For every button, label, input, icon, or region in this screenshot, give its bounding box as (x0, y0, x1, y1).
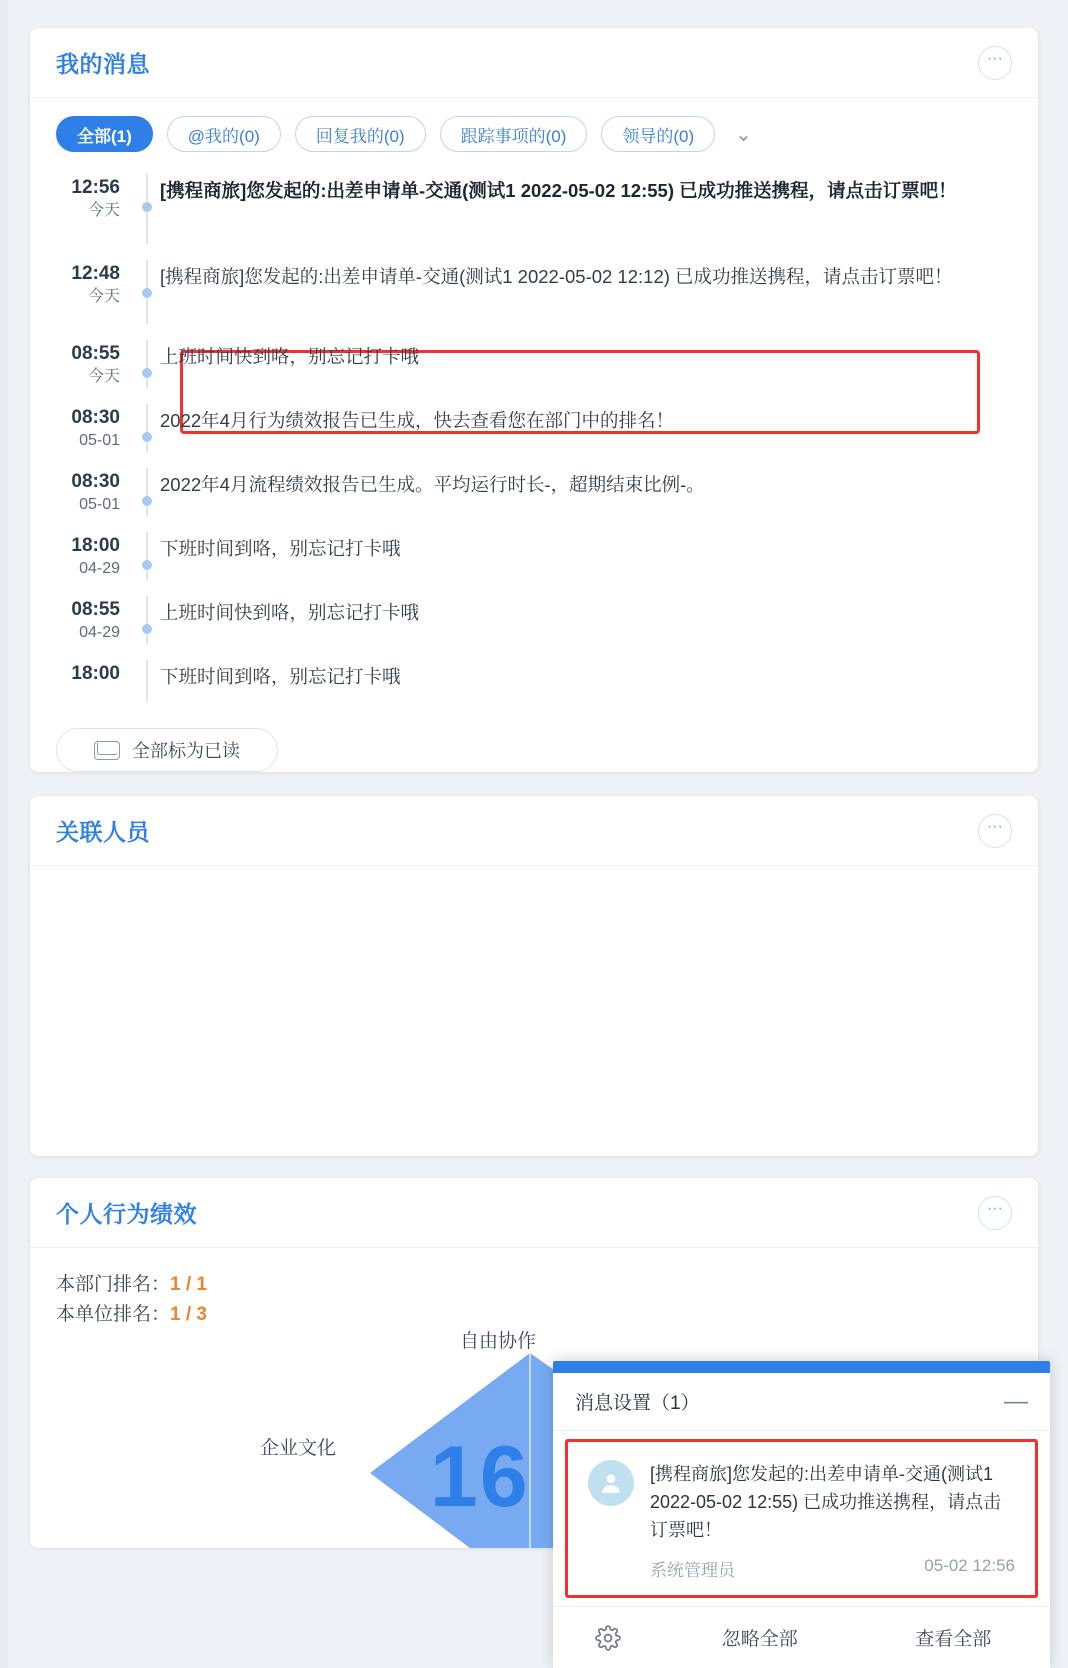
chevron-down-icon[interactable]: ⌄ (735, 123, 752, 146)
notification-meta (650, 1556, 1015, 1581)
personal-performance-title: 个人行为绩效 (56, 1201, 197, 1227)
minimize-icon[interactable]: — (1004, 1387, 1028, 1415)
popup-title: 消息设置（1） (575, 1393, 700, 1414)
popup-accent-bar (553, 1361, 1050, 1373)
my-messages-header (30, 28, 1038, 98)
timeline-rail (134, 340, 160, 388)
message-text: 2022年4月流程绩效报告已生成。平均运行时长-，超期结束比例-。 (160, 474, 705, 495)
timeline-rail (134, 174, 160, 244)
list-item[interactable] (56, 588, 1012, 652)
message-text: 2022年4月行为绩效报告已生成，快去查看您在部门中的排名！ (160, 410, 674, 431)
radar-label-collaboration: 自由协作 (460, 1331, 537, 1352)
gear-icon[interactable] (553, 1625, 663, 1651)
related-persons-card (30, 796, 1038, 1156)
more-options-icon[interactable]: ··· (978, 46, 1012, 80)
department-rank (56, 1270, 1012, 1300)
timeline-dot (142, 624, 152, 634)
mark-all-read-button[interactable] (56, 728, 278, 772)
tab-all[interactable]: 全部(1) (56, 116, 153, 152)
message-timestamp: 08:55 今天 (71, 343, 120, 385)
timeline-rail (134, 596, 160, 644)
notification-text: [携程商旅]您发起的:出差申请单-交通(测试1 2022-05-02 12:55) 已成功推送携程，请点击订票吧！ (650, 1464, 1002, 1540)
list-item[interactable] (56, 460, 1012, 524)
message-text: [携程商旅]您发起的:出差申请单-交通(测试1 2022-05-02 12:55) 已成功推送携程，请点击订票吧！ (160, 180, 957, 201)
message-timestamp: 08:55 04-29 (71, 599, 120, 641)
timeline-dot (142, 496, 152, 506)
unit-rank-value: 1 / 3 (170, 1304, 207, 1325)
unit-rank-label: 本单位排名： (56, 1304, 171, 1325)
related-persons-header (30, 796, 1038, 866)
message-text: 下班时间到咯，别忘记打卡哦 (160, 666, 401, 687)
tab-leader[interactable]: 领导的(0) (601, 116, 715, 152)
page-title: 我的消息 (56, 51, 150, 77)
timeline-dot (142, 288, 152, 298)
envelope-icon (94, 741, 120, 760)
list-item[interactable] (56, 332, 1012, 396)
popup-actions (553, 1606, 1050, 1668)
list-item[interactable] (56, 524, 1012, 588)
timeline-rail (134, 532, 160, 580)
notification-time: 05-02 12:56 (924, 1556, 1015, 1575)
notification-sender: 系统管理员 (650, 1561, 735, 1580)
message-text: [携程商旅]您发起的:出差申请单-交通(测试1 2022-05-02 12:12) 已成功推送携程，请点击订票吧！ (160, 266, 953, 287)
mark-all-read-label: 全部标为已读 (132, 741, 240, 761)
timeline-rail (134, 660, 160, 702)
my-messages-card (30, 28, 1038, 772)
user-avatar-icon (588, 1460, 634, 1506)
tab-tracked[interactable]: 跟踪事项的(0) (440, 116, 588, 152)
department-rank-label: 本部门排名： (56, 1274, 171, 1295)
list-item[interactable] (56, 652, 1012, 710)
list-item[interactable] (56, 252, 1012, 332)
message-list (30, 162, 1038, 710)
more-options-icon[interactable]: ··· (978, 1196, 1012, 1230)
timeline-dot (142, 368, 152, 378)
message-timestamp: 12:56 今天 (71, 177, 120, 219)
message-timestamp: 12:48 今天 (71, 263, 120, 305)
department-rank-value: 1 / 1 (170, 1274, 207, 1295)
related-persons-title: 关联人员 (56, 819, 150, 845)
tab-replies[interactable]: 回复我的(0) (295, 116, 426, 152)
timeline-rail (134, 260, 160, 324)
ignore-all-button[interactable]: 忽略全部 (721, 1629, 798, 1650)
message-timestamp: 08:30 05-01 (71, 407, 120, 449)
notification-item[interactable] (565, 1439, 1038, 1598)
message-text: 下班时间到咯，别忘记打卡哦 (160, 538, 401, 559)
view-all-button[interactable]: 查看全部 (915, 1629, 992, 1650)
timeline-dot (142, 432, 152, 442)
timeline-dot (142, 202, 152, 212)
message-timestamp: 18:00 (71, 663, 120, 684)
notification-popup (553, 1361, 1050, 1668)
list-item[interactable] (56, 166, 1012, 252)
timeline-rail (134, 404, 160, 452)
message-text: 上班时间快到咯，别忘记打卡哦 (160, 346, 420, 367)
performance-score: 16 (430, 1429, 530, 1525)
message-timestamp: 18:00 04-29 (71, 535, 120, 577)
message-filter-tabs (30, 98, 1038, 162)
related-persons-body (30, 866, 1038, 1156)
tab-mentions[interactable]: @我的(0) (167, 116, 281, 152)
timeline-rail (134, 468, 160, 516)
popup-header (553, 1373, 1050, 1431)
list-item[interactable] (56, 396, 1012, 460)
more-options-icon[interactable]: ··· (978, 814, 1012, 848)
message-text: 上班时间快到咯，别忘记打卡哦 (160, 602, 420, 623)
notification-body (650, 1460, 1015, 1581)
personal-performance-header (30, 1178, 1038, 1248)
timeline-dot (142, 560, 152, 570)
radar-label-culture: 企业文化 (260, 1438, 337, 1459)
message-timestamp: 08:30 05-01 (71, 471, 120, 513)
